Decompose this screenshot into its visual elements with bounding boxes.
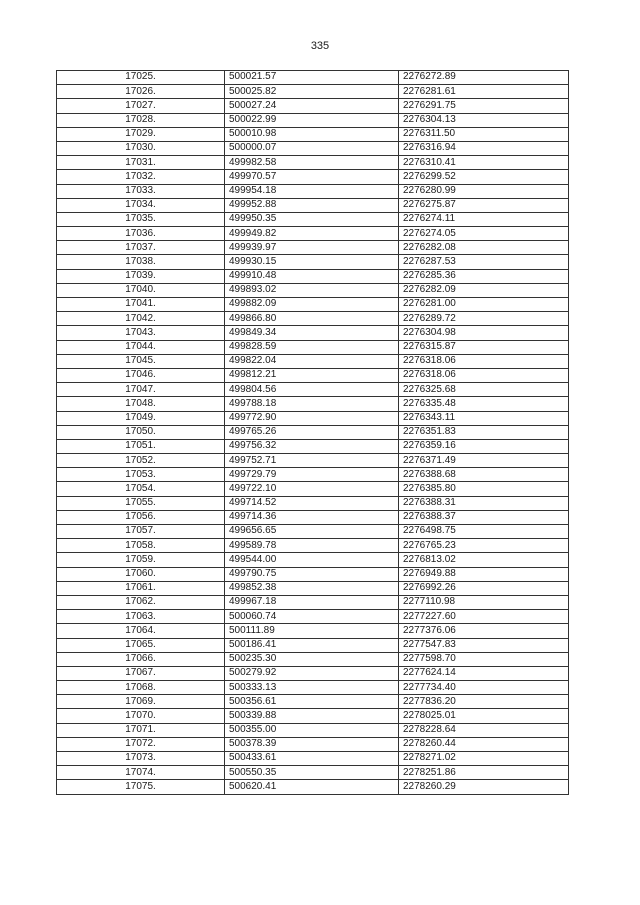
table-row (57, 681, 569, 695)
y-coordinate-cell: 2276281.61 (399, 85, 569, 99)
x-coordinate-cell: 500356.61 (225, 695, 399, 709)
point-number-cell: 17056. (57, 510, 225, 524)
x-coordinate-cell: 500025.82 (225, 85, 399, 99)
point-number-cell: 17039. (57, 269, 225, 283)
y-coordinate-cell: 2276316.94 (399, 141, 569, 155)
y-coordinate-cell: 2276315.87 (399, 340, 569, 354)
table-row (57, 340, 569, 354)
y-coordinate-cell: 2278025.01 (399, 709, 569, 723)
point-number-cell: 17071. (57, 723, 225, 737)
point-number-cell: 17044. (57, 340, 225, 354)
table-row (57, 227, 569, 241)
x-coordinate-cell: 499930.15 (225, 255, 399, 269)
y-coordinate-cell: 2276343.11 (399, 411, 569, 425)
x-coordinate-cell: 499828.59 (225, 340, 399, 354)
table-row (57, 638, 569, 652)
point-number-cell: 17051. (57, 439, 225, 453)
table-row (57, 368, 569, 382)
x-coordinate-cell: 500027.24 (225, 99, 399, 113)
table-row (57, 780, 569, 794)
y-coordinate-cell: 2277227.60 (399, 610, 569, 624)
y-coordinate-cell: 2278228.64 (399, 723, 569, 737)
table-row (57, 255, 569, 269)
y-coordinate-cell: 2277734.40 (399, 681, 569, 695)
point-number-cell: 17052. (57, 454, 225, 468)
y-coordinate-cell: 2276359.16 (399, 439, 569, 453)
table-row (57, 595, 569, 609)
y-coordinate-cell: 2276274.11 (399, 212, 569, 226)
table-row (57, 99, 569, 113)
table-row (57, 539, 569, 553)
x-coordinate-cell: 499756.32 (225, 439, 399, 453)
x-coordinate-cell: 499822.04 (225, 354, 399, 368)
point-number-cell: 17041. (57, 298, 225, 312)
point-number-cell: 17060. (57, 567, 225, 581)
y-coordinate-cell: 2276311.50 (399, 127, 569, 141)
y-coordinate-cell: 2276992.26 (399, 581, 569, 595)
table-row (57, 298, 569, 312)
x-coordinate-cell: 499722.10 (225, 482, 399, 496)
table-row (57, 425, 569, 439)
point-number-cell: 17068. (57, 681, 225, 695)
x-coordinate-cell: 499752.71 (225, 454, 399, 468)
x-coordinate-cell: 499952.88 (225, 198, 399, 212)
x-coordinate-cell: 499939.97 (225, 241, 399, 255)
point-number-cell: 17030. (57, 141, 225, 155)
x-coordinate-cell: 500550.35 (225, 766, 399, 780)
x-coordinate-cell: 499967.18 (225, 595, 399, 609)
y-coordinate-cell: 2276281.00 (399, 298, 569, 312)
x-coordinate-cell: 500111.89 (225, 624, 399, 638)
y-coordinate-cell: 2276285.36 (399, 269, 569, 283)
table-row (57, 127, 569, 141)
point-number-cell: 17070. (57, 709, 225, 723)
point-number-cell: 17032. (57, 170, 225, 184)
x-coordinate-cell: 499852.38 (225, 581, 399, 595)
point-number-cell: 17046. (57, 368, 225, 382)
x-coordinate-cell: 499772.90 (225, 411, 399, 425)
x-coordinate-cell: 499790.75 (225, 567, 399, 581)
x-coordinate-cell: 500279.92 (225, 666, 399, 680)
y-coordinate-cell: 2276275.87 (399, 198, 569, 212)
coordinates-table (56, 70, 569, 795)
point-number-cell: 17055. (57, 496, 225, 510)
point-number-cell: 17067. (57, 666, 225, 680)
x-coordinate-cell: 500186.41 (225, 638, 399, 652)
table-row (57, 212, 569, 226)
table-row (57, 241, 569, 255)
table-row (57, 71, 569, 85)
y-coordinate-cell: 2276280.99 (399, 184, 569, 198)
y-coordinate-cell: 2276388.68 (399, 468, 569, 482)
point-number-cell: 17043. (57, 326, 225, 340)
table-row (57, 113, 569, 127)
point-number-cell: 17031. (57, 156, 225, 170)
y-coordinate-cell: 2276325.68 (399, 383, 569, 397)
coordinates-table-body (57, 71, 569, 795)
table-row (57, 156, 569, 170)
x-coordinate-cell: 500378.39 (225, 737, 399, 751)
point-number-cell: 17029. (57, 127, 225, 141)
table-row (57, 652, 569, 666)
x-coordinate-cell: 500021.57 (225, 71, 399, 85)
y-coordinate-cell: 2278260.29 (399, 780, 569, 794)
x-coordinate-cell: 499893.02 (225, 283, 399, 297)
y-coordinate-cell: 2276371.49 (399, 454, 569, 468)
x-coordinate-cell: 500235.30 (225, 652, 399, 666)
y-coordinate-cell: 2277624.14 (399, 666, 569, 680)
point-number-cell: 17073. (57, 752, 225, 766)
table-row (57, 269, 569, 283)
y-coordinate-cell: 2276310.41 (399, 156, 569, 170)
point-number-cell: 17037. (57, 241, 225, 255)
table-row (57, 170, 569, 184)
y-coordinate-cell: 2276765.23 (399, 539, 569, 553)
point-number-cell: 17027. (57, 99, 225, 113)
point-number-cell: 17059. (57, 553, 225, 567)
point-number-cell: 17048. (57, 397, 225, 411)
y-coordinate-cell: 2277547.83 (399, 638, 569, 652)
point-number-cell: 17054. (57, 482, 225, 496)
y-coordinate-cell: 2277598.70 (399, 652, 569, 666)
x-coordinate-cell: 499812.21 (225, 368, 399, 382)
x-coordinate-cell: 499882.09 (225, 298, 399, 312)
point-number-cell: 17075. (57, 780, 225, 794)
table-row (57, 312, 569, 326)
table-row (57, 397, 569, 411)
point-number-cell: 17072. (57, 737, 225, 751)
table-row (57, 198, 569, 212)
y-coordinate-cell: 2276318.06 (399, 368, 569, 382)
y-coordinate-cell: 2276388.37 (399, 510, 569, 524)
table-row (57, 610, 569, 624)
table-row (57, 184, 569, 198)
x-coordinate-cell: 500620.41 (225, 780, 399, 794)
x-coordinate-cell: 500333.13 (225, 681, 399, 695)
point-number-cell: 17042. (57, 312, 225, 326)
y-coordinate-cell: 2276351.83 (399, 425, 569, 439)
point-number-cell: 17064. (57, 624, 225, 638)
point-number-cell: 17058. (57, 539, 225, 553)
y-coordinate-cell: 2276299.52 (399, 170, 569, 184)
x-coordinate-cell: 499544.00 (225, 553, 399, 567)
y-coordinate-cell: 2276291.75 (399, 99, 569, 113)
x-coordinate-cell: 499729.79 (225, 468, 399, 482)
y-coordinate-cell: 2278251.86 (399, 766, 569, 780)
table-row (57, 737, 569, 751)
point-number-cell: 17028. (57, 113, 225, 127)
table-row (57, 354, 569, 368)
point-number-cell: 17053. (57, 468, 225, 482)
x-coordinate-cell: 499954.18 (225, 184, 399, 198)
table-row (57, 326, 569, 340)
y-coordinate-cell: 2276272.89 (399, 71, 569, 85)
table-row (57, 723, 569, 737)
table-row (57, 567, 569, 581)
x-coordinate-cell: 500022.99 (225, 113, 399, 127)
y-coordinate-cell: 2276949.88 (399, 567, 569, 581)
table-row (57, 624, 569, 638)
point-number-cell: 17035. (57, 212, 225, 226)
point-number-cell: 17050. (57, 425, 225, 439)
x-coordinate-cell: 499656.65 (225, 525, 399, 539)
x-coordinate-cell: 499714.36 (225, 510, 399, 524)
x-coordinate-cell: 500010.98 (225, 127, 399, 141)
y-coordinate-cell: 2276304.98 (399, 326, 569, 340)
point-number-cell: 17061. (57, 581, 225, 595)
point-number-cell: 17074. (57, 766, 225, 780)
point-number-cell: 17069. (57, 695, 225, 709)
table-row (57, 85, 569, 99)
x-coordinate-cell: 500433.61 (225, 752, 399, 766)
point-number-cell: 17045. (57, 354, 225, 368)
y-coordinate-cell: 2276304.13 (399, 113, 569, 127)
table-row (57, 383, 569, 397)
point-number-cell: 17066. (57, 652, 225, 666)
point-number-cell: 17034. (57, 198, 225, 212)
point-number-cell: 17036. (57, 227, 225, 241)
y-coordinate-cell: 2276287.53 (399, 255, 569, 269)
x-coordinate-cell: 499804.56 (225, 383, 399, 397)
y-coordinate-cell: 2277376.06 (399, 624, 569, 638)
table-row (57, 752, 569, 766)
point-number-cell: 17063. (57, 610, 225, 624)
table-row (57, 510, 569, 524)
y-coordinate-cell: 2276813.02 (399, 553, 569, 567)
point-number-cell: 17057. (57, 525, 225, 539)
table-row (57, 454, 569, 468)
table-row (57, 496, 569, 510)
x-coordinate-cell: 500060.74 (225, 610, 399, 624)
x-coordinate-cell: 499949.82 (225, 227, 399, 241)
point-number-cell: 17038. (57, 255, 225, 269)
x-coordinate-cell: 499849.34 (225, 326, 399, 340)
point-number-cell: 17049. (57, 411, 225, 425)
table-row (57, 468, 569, 482)
table-row (57, 709, 569, 723)
x-coordinate-cell: 499982.58 (225, 156, 399, 170)
point-number-cell: 17026. (57, 85, 225, 99)
y-coordinate-cell: 2276274.05 (399, 227, 569, 241)
table-row (57, 666, 569, 680)
table-row (57, 695, 569, 709)
y-coordinate-cell: 2276388.31 (399, 496, 569, 510)
table-row (57, 525, 569, 539)
x-coordinate-cell: 499950.35 (225, 212, 399, 226)
y-coordinate-cell: 2278271.02 (399, 752, 569, 766)
table-row (57, 439, 569, 453)
table-row (57, 581, 569, 595)
y-coordinate-cell: 2276282.08 (399, 241, 569, 255)
point-number-cell: 17033. (57, 184, 225, 198)
point-number-cell: 17040. (57, 283, 225, 297)
y-coordinate-cell: 2277110.98 (399, 595, 569, 609)
y-coordinate-cell: 2276335.48 (399, 397, 569, 411)
table-row (57, 766, 569, 780)
x-coordinate-cell: 499970.57 (225, 170, 399, 184)
table-row (57, 283, 569, 297)
y-coordinate-cell: 2276289.72 (399, 312, 569, 326)
point-number-cell: 17065. (57, 638, 225, 652)
x-coordinate-cell: 499765.26 (225, 425, 399, 439)
x-coordinate-cell: 500355.00 (225, 723, 399, 737)
table-row (57, 411, 569, 425)
y-coordinate-cell: 2276318.06 (399, 354, 569, 368)
y-coordinate-cell: 2278260.44 (399, 737, 569, 751)
x-coordinate-cell: 500000.07 (225, 141, 399, 155)
x-coordinate-cell: 499910.48 (225, 269, 399, 283)
point-number-cell: 17025. (57, 71, 225, 85)
table-row (57, 482, 569, 496)
point-number-cell: 17062. (57, 595, 225, 609)
x-coordinate-cell: 499589.78 (225, 539, 399, 553)
table-row (57, 141, 569, 155)
x-coordinate-cell: 500339.88 (225, 709, 399, 723)
y-coordinate-cell: 2276385.80 (399, 482, 569, 496)
y-coordinate-cell: 2276498.75 (399, 525, 569, 539)
x-coordinate-cell: 499866.80 (225, 312, 399, 326)
y-coordinate-cell: 2276282.09 (399, 283, 569, 297)
x-coordinate-cell: 499788.18 (225, 397, 399, 411)
x-coordinate-cell: 499714.52 (225, 496, 399, 510)
y-coordinate-cell: 2277836.20 (399, 695, 569, 709)
point-number-cell: 17047. (57, 383, 225, 397)
table-row (57, 553, 569, 567)
page-number: 335 (310, 40, 330, 52)
